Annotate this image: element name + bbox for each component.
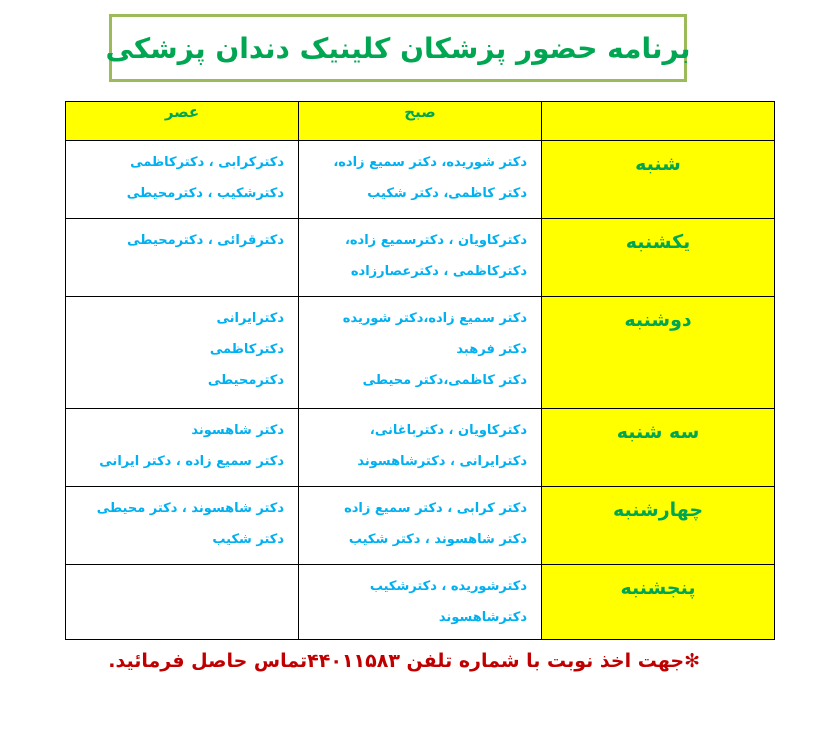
day-label: پنجشنبه [620, 577, 696, 599]
doctor-line: دکتر شاهسوند ، دکتر شکیب [348, 532, 527, 547]
schedule-table [65, 101, 775, 640]
day-cell [542, 409, 775, 487]
day-label: شنبه [635, 153, 681, 175]
header-day [542, 102, 775, 141]
footer-note: ✻جهت اخذ نوبت با شماره تلفن ۴۴۰۱۱۵۸۳تماس حاصل فرمائید. [108, 650, 700, 672]
doctor-line: دکترکاظمی [209, 342, 284, 357]
doctor-line: دکتر فرهبد [456, 342, 527, 357]
evening-doctors-cell [66, 487, 299, 565]
doctor-line: دکتر کرابی ، دکتر سمیع زاده [344, 501, 527, 516]
day-label: سه شنبه [616, 421, 700, 443]
table-row [66, 219, 775, 297]
doctor-line: دکترکاظمی ، دکترعصارزاده [350, 264, 527, 279]
doctor-line: دکترکاویان ، دکترباغانی، [369, 423, 527, 438]
doctor-line: دکتر شاهسوند [191, 423, 284, 438]
doctor-line: دکتر شاهسوند ، دکتر محیطی [96, 501, 284, 516]
doctor-line: دکترکرابی ، دکترکاظمی [130, 155, 284, 170]
morning-doctors-cell [299, 297, 542, 409]
table-row [66, 409, 775, 487]
doctor-line: دکتر سمیع زاده،دکتر شوریده [342, 311, 527, 326]
evening-doctors-cell [66, 565, 299, 640]
doctor-line: دکترشوریده ، دکترشکیب [369, 579, 527, 594]
evening-doctors-cell [66, 297, 299, 409]
doctor-line: دکترشکیب ، دکترمحیطی [126, 186, 284, 201]
table-row [66, 297, 775, 409]
evening-doctors-cell [66, 409, 299, 487]
table-row [66, 487, 775, 565]
morning-doctors-cell [299, 141, 542, 219]
doctor-line: دکترکاویان ، دکترسمیع زاده، [344, 233, 527, 248]
doctor-line: دکترمحیطی [207, 373, 284, 388]
evening-doctors-cell [66, 219, 299, 297]
day-cell [542, 565, 775, 640]
day-label: یکشنبه [625, 231, 691, 253]
day-label: دوشنبه [624, 309, 692, 331]
day-cell [542, 297, 775, 409]
doctor-line: دکتر کاظمی، دکتر شکیب [367, 186, 527, 201]
doctor-line: دکتر شوریده، دکتر سمیع زاده، [333, 155, 527, 170]
morning-doctors-cell [299, 565, 542, 640]
morning-doctors-cell [299, 219, 542, 297]
doctor-line: دکتر سمیع زاده ، دکتر ایرانی [99, 454, 284, 469]
header-row [66, 102, 775, 141]
doctor-line: دکتر کاظمی،دکتر محیطی [362, 373, 527, 388]
doctor-line: دکترقرائی ، دکترمحیطی [127, 233, 284, 248]
table-row [66, 141, 775, 219]
title-box [105, 14, 691, 82]
table-row [66, 565, 775, 640]
header-morning: صبح [299, 102, 542, 141]
morning-doctors-cell [299, 409, 542, 487]
page-title: برنامه حضور پزشکان کلینیک دندان پزشکی [105, 31, 691, 65]
morning-doctors-cell [299, 487, 542, 565]
doctor-line: دکترشاهسوند [438, 610, 527, 625]
day-cell [542, 219, 775, 297]
day-cell [542, 487, 775, 565]
header-evening: عصر [66, 102, 299, 141]
day-label: چهارشنبه [612, 499, 704, 521]
doctor-line: دکترایرانی [216, 311, 284, 326]
doctor-line: دکترایرانی ، دکترشاهسوند [357, 454, 527, 469]
day-cell [542, 141, 775, 219]
evening-doctors-cell [66, 141, 299, 219]
doctor-line: دکتر شکیب [212, 532, 284, 547]
